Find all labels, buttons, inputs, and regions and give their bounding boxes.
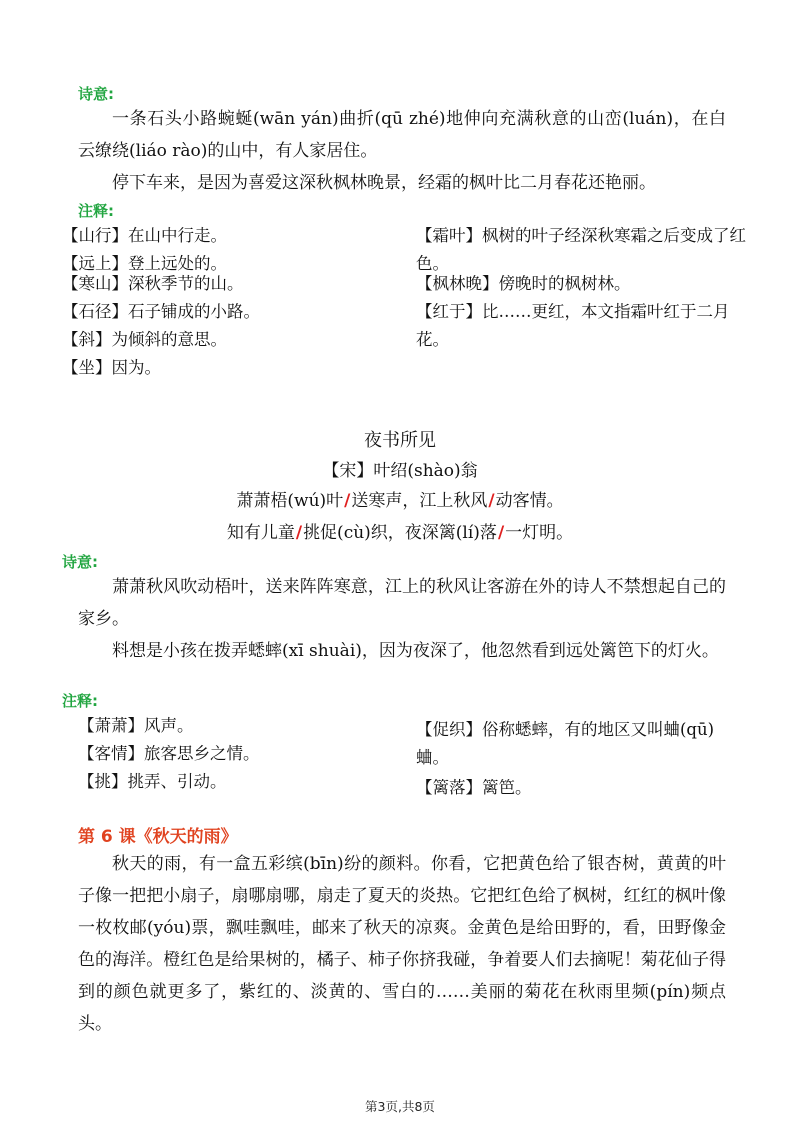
poem-line: [0, 518, 800, 548]
poem-line-segment: 知有儿童: [226, 523, 295, 543]
poem-line-segment: 萧萧梧(wú)叶: [236, 491, 344, 511]
note-item: 【霜叶】枫树的叶子经深秋寒霜之后变成了红色。: [416, 226, 746, 273]
pause-mark: /: [344, 491, 351, 511]
note-item: 【山行】在山中行走。: [62, 226, 227, 245]
meaning-label: 诗意:: [78, 85, 114, 103]
poem-title: 夜书所见: [364, 430, 436, 451]
notes-label: 注释:: [78, 202, 114, 220]
poem-author: 【宋】叶绍(shào)翁: [322, 461, 478, 481]
note-item: 【坐】因为。: [62, 358, 161, 377]
note-item: 【客情】旅客思乡之情。: [78, 744, 260, 763]
note-item: 【远上】登上远处的。: [62, 254, 227, 273]
meaning-paragraph: 一条石头小路蜿蜒(wān yán)曲折(qū zhé)地伸向充满秋意的山峦(luán)，在白云缭绕(liáo rào)的山中，有人家居住。: [78, 109, 726, 161]
note-item: 【寒山】深秋季节的山。: [62, 274, 244, 293]
pause-mark: /: [488, 491, 495, 511]
note-item: 【萧萧】风声。: [78, 716, 194, 735]
meaning-paragraph: 萧萧秋风吹动梧叶，送来阵阵寒意，江上的秋风让客游在外的诗人不禁想起自己的家乡。: [78, 577, 726, 629]
note-item: 【篱落】篱笆。: [416, 778, 532, 797]
poem-line-segment: 一灯明。: [505, 523, 574, 543]
note-item: 【枫林晚】傍晚时的枫树林。: [416, 274, 631, 293]
poem-line-segment: 动客情。: [495, 491, 564, 511]
poem-line-segment: 送寒声，江上秋风: [351, 491, 488, 511]
meaning-paragraph: 料想是小孩在拨弄蟋蟀(xī shuài)，因为夜深了，他忽然看到远处篱笆下的灯火。: [112, 641, 719, 661]
pause-mark: /: [295, 523, 303, 543]
note-item: 【红于】比……更红，本文指霜叶红于二月花。: [416, 302, 730, 349]
poem-line-segment: 挑促(cù)织，夜深篱(lí)落: [303, 523, 497, 543]
note-item: 【挑】挑弄、引动。: [78, 772, 227, 791]
note-item: 【石径】石子铺成的小路。: [62, 302, 260, 321]
note-item: 【斜】为倾斜的意思。: [62, 330, 227, 349]
pause-mark: /: [497, 523, 505, 543]
note-item: 【促织】俗称蟋蟀，有的地区又叫蛐(qū)蛐。: [416, 720, 715, 767]
meaning-paragraph: 停下车来，是因为喜爱这深秋枫林晚景，经霜的枫叶比二月春花还艳丽。: [112, 173, 656, 193]
lesson-title: 第 6 课《秋天的雨》: [78, 827, 238, 847]
poem-line: [0, 486, 800, 516]
meaning-label: 诗意:: [62, 553, 98, 571]
lesson-paragraph: 秋天的雨，有一盒五彩缤(bīn)纷的颜料。你看，它把黄色给了银杏树，黄黄的叶子像一把把小扇子，扇哪扇哪，扇走了夏天的炎热。它把红色给了枫树，红红的枫叶像一枚枚邮(yóu)票，飘哇飘哇，邮来了秋天的凉爽。金黄色是给田野的，看，田野像金色的海洋。橙红色是给果树的，橘子、柿子你挤我碰，争着要人们去摘呢！菊花仙子得到的颜色就更多了，紫红的、淡黄的、雪白的……美丽的菊花在秋雨里频(pín)频点头。: [78, 854, 726, 1034]
notes-label: 注释:: [62, 692, 98, 710]
page-number: 第3页,共8页: [365, 1099, 435, 1114]
